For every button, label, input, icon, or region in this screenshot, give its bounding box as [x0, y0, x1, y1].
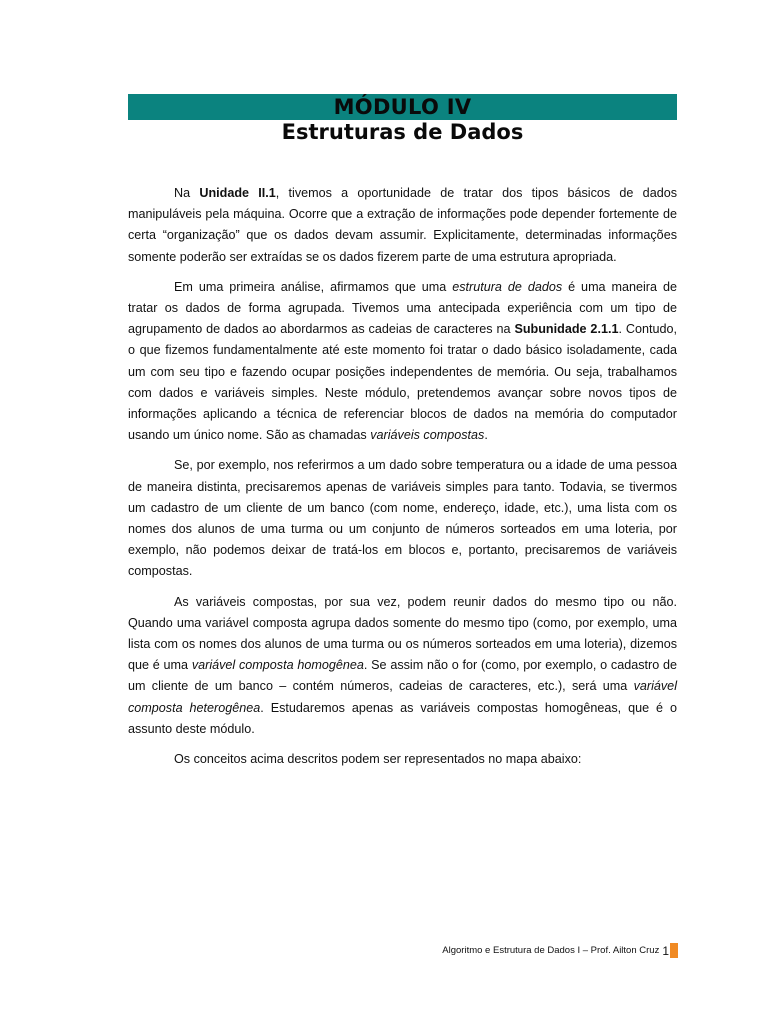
text-run: Os conceitos acima descritos podem ser representados no mapa abaixo: — [174, 752, 582, 767]
text-run: , tivemos a oportunidade de tratar dos tipos básicos de dados manipuláveis pela máquina. Ocorre que a extração de informações pode depender fortemente de certa “organização” que os dados devam assumir. Explicitamente, determinadas informações somente poderão ser extraídas se os dados fizerem parte de uma estrutura apropriada. — [128, 186, 677, 264]
italic-term: estrutura de dados — [452, 279, 563, 294]
bold-reference: Subunidade 2.1.1 — [514, 322, 619, 337]
text-run: . Estudaremos apenas as variáveis compostas homogêneas, que é o assunto deste módulo. — [128, 700, 678, 736]
paragraph-5 — [128, 749, 677, 770]
paragraph-3 — [128, 455, 677, 582]
text-run: . Contudo, o que fizemos fundamentalmente até este momento foi tratar o dado básico isoladamente, cada um com seu tipo e fazendo ocupar posições independentes de memória. Ou seja, trabalhamos com dados e variáveis simples. Neste módulo, pretendemos avançar sobre novos tipos de informações aplicando a técnica de referenciar blocos de dados na memória do computador usando um único nome. São as chamadas — [128, 322, 677, 443]
italic-term: variável composta heterogênea — [128, 679, 677, 715]
text-run: As variáveis compostas, por sua vez, podem reunir dados do mesmo tipo ou não. Quando uma variável composta agrupa dados somente do mesmo tipo (como, por exemplo, uma lista com os nomes dos alunos de uma turma ou os números sorteados em uma loteria), dizemos que é uma — [128, 594, 677, 673]
body-text — [128, 183, 677, 778]
text-run: . — [484, 428, 488, 443]
text-run: Se, por exemplo, nos referirmos a um dado sobre temperatura ou a idade de uma pessoa de maneira distinta, precisaremos apenas de variáveis simples para tanto. Todavia, se tivermos um cadastro de um cliente de um banco (com nome, endereço, idade, etc.), uma lista com os nomes dos alunos de uma turma ou um conjunto de números sorteados em uma loteria, por exemplo, não podemos deixar de tratá-los em blocos e, portanto, precisaremos de variáveis compostas. — [128, 458, 677, 579]
italic-term: variáveis compostas — [370, 428, 485, 443]
text-run: Na — [174, 186, 200, 200]
paragraph-1 — [128, 183, 677, 268]
page-title: Estruturas de Dados — [281, 120, 524, 144]
italic-term: variável composta homogênea — [191, 658, 364, 673]
text-run: Em uma primeira análise, afirmamos que uma — [174, 279, 453, 294]
text-run: é uma maneira de tratar os dados de forma agrupada. Tivemos uma antecipada experiência com um tipo de agrupamento de dados ao abordarmos as cadeias de caracteres na — [128, 279, 677, 337]
paragraph-2 — [128, 277, 677, 447]
paragraph-4 — [128, 592, 677, 740]
footer-text: Algoritmo e Estrutura de Dados I – Prof. Ailton Cruz — [442, 945, 660, 956]
module-heading-bar — [128, 94, 677, 120]
text-run: . Se assim não o for (como, por exemplo, o cadastro de um cliente de um banco – contém números, cadeias de caracteres, etc.), será uma — [128, 658, 677, 694]
bold-reference: Unidade II.1 — [199, 186, 276, 200]
page-marker — [670, 943, 678, 958]
module-heading: MÓDULO IV — [333, 95, 472, 119]
page-number: 1 — [662, 943, 669, 958]
page-footer — [442, 943, 678, 958]
